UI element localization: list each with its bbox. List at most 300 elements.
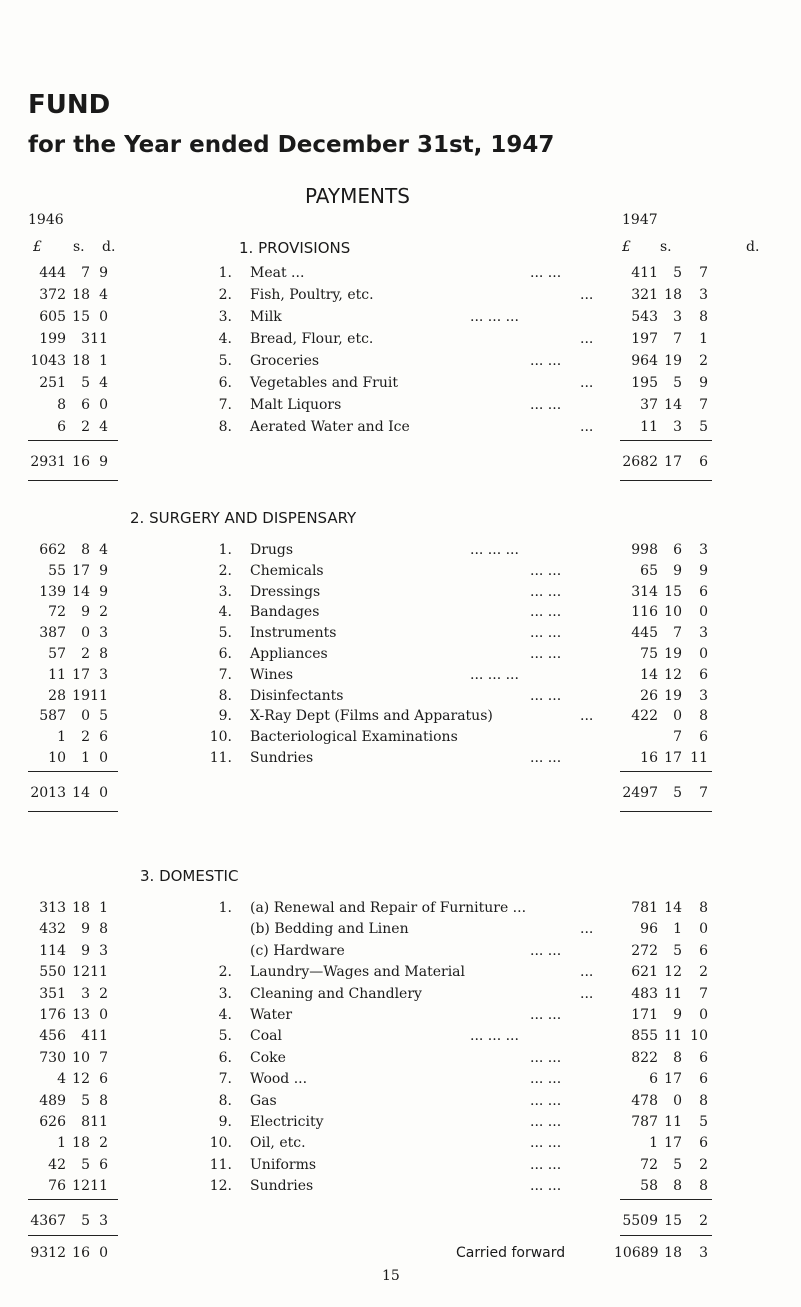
leader-dots: ... ... [530, 265, 562, 281]
prev-shillings: 13 [72, 1007, 90, 1023]
total-rule-right [620, 811, 712, 812]
item-label: Meat ... [250, 265, 305, 281]
subtitle: for the Year ended December 31st, 1947 [28, 132, 555, 158]
prev-shillings: 19 [72, 688, 90, 704]
item-label: Sundries [250, 1178, 314, 1194]
item-number: 9. [218, 1114, 232, 1130]
prev-shillings: 12 [72, 1178, 90, 1194]
prev-pounds: 1 [57, 1135, 66, 1151]
leader-dots: ... ... [530, 397, 562, 413]
curr-pence: 7 [699, 986, 708, 1002]
prev-pence: 4 [99, 419, 108, 435]
prev-shillings: 4 [81, 1028, 90, 1044]
total-curr-pence: 6 [699, 454, 708, 470]
curr-shillings: 7 [673, 729, 682, 745]
prev-shillings: 18 [72, 287, 90, 303]
item-number: 8. [218, 1093, 232, 1109]
prev-pounds: 587 [39, 708, 66, 724]
item-label: Oil, etc. [250, 1135, 306, 1151]
total-curr-pence: 7 [699, 785, 708, 801]
prev-pounds: 8 [57, 397, 66, 413]
item-label: (a) Renewal and Repair of Furniture ... [250, 900, 527, 916]
prev-shillings: 9 [81, 943, 90, 959]
curr-shillings: 9 [673, 1007, 682, 1023]
curr-shillings: 9 [673, 563, 682, 579]
page-number: 15 [382, 1268, 400, 1284]
prev-pence: 3 [99, 625, 108, 641]
leader-dots: ... ... ... [470, 542, 519, 558]
leader-dots: ... ... [530, 1093, 562, 1109]
item-number: 4. [218, 604, 232, 620]
prev-shillings: 12 [72, 964, 90, 980]
leader-dots: ... ... [530, 943, 562, 959]
prev-shillings: 8 [81, 1114, 90, 1130]
item-number: 2. [218, 964, 232, 980]
curr-shillings: 12 [664, 667, 682, 683]
carried-curr-shillings: 18 [664, 1245, 682, 1261]
prev-pence: 6 [99, 1157, 108, 1173]
prev-pence: 9 [99, 584, 108, 600]
curr-shillings: 3 [673, 419, 682, 435]
curr-pence: 9 [699, 563, 708, 579]
curr-pounds: 478 [631, 1093, 658, 1109]
curr-pounds: 855 [631, 1028, 658, 1044]
prev-pence: 1 [99, 900, 108, 916]
item-number: 10. [209, 729, 232, 745]
curr-pence: 3 [699, 287, 708, 303]
item-label: Drugs [250, 542, 294, 558]
subtotal-rule-left [28, 1199, 118, 1200]
curr-pence: 1 [699, 331, 708, 347]
item-number: 5. [218, 1028, 232, 1044]
curr-pence: 2 [699, 1157, 708, 1173]
prev-pounds: 1 [57, 729, 66, 745]
curr-shillings: 3 [673, 309, 682, 325]
prev-pounds: 251 [39, 375, 66, 391]
item-number: 12. [209, 1178, 232, 1194]
item-number: 6. [218, 1050, 232, 1066]
curr-pounds: 16 [640, 750, 658, 766]
total-rule-left [28, 811, 118, 812]
carried-forward-label: Carried forward [456, 1245, 566, 1261]
prev-pence: 8 [99, 1093, 108, 1109]
year-1947: 1947 [622, 212, 658, 228]
curr-shillings: 7 [673, 331, 682, 347]
curr-pence: 0 [699, 921, 708, 937]
leader-dots: ... ... ... [470, 309, 519, 325]
item-label: Instruments [250, 625, 337, 641]
curr-shillings: 6 [673, 542, 682, 558]
curr-pounds: 621 [631, 964, 658, 980]
prev-pounds: 199 [39, 331, 66, 347]
carried-rule-left [28, 1235, 118, 1236]
curr-shillings: 14 [664, 397, 682, 413]
leader-dots: ... ... ... [470, 667, 519, 683]
total-prev-pounds: 2013 [30, 785, 66, 801]
curr-pence: 7 [699, 265, 708, 281]
item-label: Vegetables and Fruit [250, 375, 398, 391]
curr-pounds: 822 [631, 1050, 658, 1066]
prev-pounds: 387 [39, 625, 66, 641]
curr-pounds: 445 [631, 625, 658, 641]
leader-dots: ... ... [530, 625, 562, 641]
curr-pounds: 37 [640, 397, 658, 413]
leader-dots: ... [580, 331, 594, 347]
curr-pence: 3 [699, 542, 708, 558]
leader-dots: ... ... [530, 646, 562, 662]
prev-shillings: 5 [81, 1093, 90, 1109]
curr-pounds: 787 [631, 1114, 658, 1130]
item-number: 1. [218, 542, 232, 558]
item-number: 6. [218, 375, 232, 391]
item-label: Disinfectants [250, 688, 344, 704]
prev-shillings: 3 [81, 331, 90, 347]
prev-pounds: 1043 [30, 353, 66, 369]
curr-shillings: 5 [673, 943, 682, 959]
curr-pounds: 272 [631, 943, 658, 959]
curr-shillings: 18 [664, 287, 682, 303]
curr-pence: 6 [699, 667, 708, 683]
subtotal-rule-left [28, 771, 118, 772]
curr-pence: 6 [699, 943, 708, 959]
curr-shillings: 14 [664, 900, 682, 916]
prev-pounds: 57 [48, 646, 66, 662]
prev-shillings: 9 [81, 604, 90, 620]
item-label: Laundry—Wages and Material [250, 964, 466, 980]
total-curr-shillings: 17 [664, 454, 682, 470]
curr-pounds: 171 [631, 1007, 658, 1023]
prev-shillings: 15 [72, 309, 90, 325]
item-label: Milk [250, 309, 282, 325]
curr-pence: 5 [699, 1114, 708, 1130]
curr-pounds: 781 [631, 900, 658, 916]
item-label: Chemicals [250, 563, 324, 579]
curr-pounds: 998 [631, 542, 658, 558]
prev-pence: 8 [99, 921, 108, 937]
curr-pence: 6 [699, 1071, 708, 1087]
item-label: Wines [250, 667, 294, 683]
item-number: 5. [218, 353, 232, 369]
item-label: Bacteriological Examinations [250, 729, 458, 745]
leader-dots: ... ... [530, 750, 562, 766]
item-label: Malt Liquors [250, 397, 342, 413]
total-prev-pence: 3 [99, 1213, 108, 1229]
leader-dots: ... ... [530, 1114, 562, 1130]
total-prev-shillings: 14 [72, 785, 90, 801]
curr-shillings: 5 [673, 1157, 682, 1173]
curr-shillings: 7 [673, 625, 682, 641]
curr-pounds: 321 [631, 287, 658, 303]
prev-shillings: 7 [81, 265, 90, 281]
leader-dots: ... [580, 986, 594, 1002]
curr-pence: 7 [699, 397, 708, 413]
prev-pounds: 444 [39, 265, 66, 281]
pence-right: d. [746, 239, 760, 255]
prev-pounds: 313 [39, 900, 66, 916]
curr-pence: 0 [699, 604, 708, 620]
prev-pounds: 176 [39, 1007, 66, 1023]
prev-shillings: 0 [81, 708, 90, 724]
item-number: 9. [218, 708, 232, 724]
total-prev-pence: 0 [99, 785, 108, 801]
subtotal-rule-right [620, 1199, 712, 1200]
prev-shillings: 14 [72, 584, 90, 600]
carried-prev-pence: 0 [99, 1245, 108, 1261]
item-number: 10. [209, 1135, 232, 1151]
curr-pounds: 75 [640, 646, 658, 662]
item-number: 1. [218, 900, 232, 916]
shilling-left: s. [73, 239, 85, 255]
curr-pounds: 11 [640, 419, 658, 435]
curr-shillings: 17 [664, 1135, 682, 1151]
curr-pounds: 964 [631, 353, 658, 369]
curr-shillings: 19 [664, 646, 682, 662]
prev-shillings: 10 [72, 1050, 90, 1066]
pence-left: d. [102, 239, 116, 255]
item-label: (c) Hardware [250, 943, 345, 959]
prev-pence: 9 [99, 265, 108, 281]
prev-pence: 3 [99, 943, 108, 959]
prev-pounds: 605 [39, 309, 66, 325]
pound-sign-right: £ [622, 239, 631, 255]
curr-shillings: 17 [664, 1071, 682, 1087]
prev-pence: 1 [99, 353, 108, 369]
item-label: Coal [250, 1028, 282, 1044]
item-label: Wood ... [250, 1071, 308, 1087]
item-number: 8. [218, 419, 232, 435]
curr-pounds: 197 [631, 331, 658, 347]
prev-pounds: 76 [48, 1178, 66, 1194]
prev-shillings: 17 [72, 667, 90, 683]
curr-shillings: 10 [664, 604, 682, 620]
pound-sign-left: £ [33, 239, 42, 255]
item-label: Appliances [250, 646, 328, 662]
curr-pence: 8 [699, 1093, 708, 1109]
curr-pence: 8 [699, 1178, 708, 1194]
item-label: Bread, Flour, etc. [250, 331, 374, 347]
prev-pounds: 28 [48, 688, 66, 704]
prev-pence: 11 [90, 964, 108, 980]
curr-pounds: 543 [631, 309, 658, 325]
prev-pence: 3 [99, 667, 108, 683]
item-label: Water [250, 1007, 293, 1023]
curr-shillings: 5 [673, 375, 682, 391]
prev-shillings: 18 [72, 900, 90, 916]
total-prev-pounds: 2931 [30, 454, 66, 470]
prev-pence: 6 [99, 729, 108, 745]
curr-pence: 0 [699, 1007, 708, 1023]
curr-shillings: 11 [664, 1028, 682, 1044]
prev-shillings: 5 [81, 1157, 90, 1173]
prev-pence: 2 [99, 986, 108, 1002]
prev-pence: 6 [99, 1071, 108, 1087]
prev-pounds: 10 [48, 750, 66, 766]
curr-pounds: 1 [649, 1135, 658, 1151]
prev-shillings: 12 [72, 1071, 90, 1087]
prev-pence: 11 [90, 331, 108, 347]
item-label: (b) Bedding and Linen [250, 921, 409, 937]
leader-dots: ... ... [530, 1050, 562, 1066]
leader-dots: ... ... [530, 563, 562, 579]
item-number: 2. [218, 563, 232, 579]
item-label: Fish, Poultry, etc. [250, 287, 374, 303]
curr-pounds: 411 [631, 265, 658, 281]
curr-shillings: 19 [664, 353, 682, 369]
payments-heading: PAYMENTS [305, 184, 410, 208]
leader-dots: ... [580, 419, 594, 435]
prev-pence: 11 [90, 1178, 108, 1194]
prev-pence: 2 [99, 1135, 108, 1151]
carried-prev-pounds: 9312 [30, 1245, 66, 1261]
prev-pence: 0 [99, 309, 108, 325]
curr-pounds: 58 [640, 1178, 658, 1194]
curr-pence: 5 [699, 419, 708, 435]
curr-pounds: 72 [640, 1157, 658, 1173]
curr-pounds: 65 [640, 563, 658, 579]
curr-pounds: 26 [640, 688, 658, 704]
curr-pounds: 422 [631, 708, 658, 724]
leader-dots: ... [580, 708, 594, 724]
leader-dots: ... [580, 964, 594, 980]
curr-pence: 6 [699, 1050, 708, 1066]
item-number: 11. [209, 1157, 232, 1173]
curr-shillings: 8 [673, 1178, 682, 1194]
leader-dots: ... [580, 921, 594, 937]
item-number: 1. [218, 265, 232, 281]
prev-pence: 4 [99, 542, 108, 558]
item-number: 2. [218, 287, 232, 303]
curr-shillings: 19 [664, 688, 682, 704]
item-number: 11. [209, 750, 232, 766]
item-number: 4. [218, 331, 232, 347]
item-label: Cleaning and Chandlery [250, 986, 422, 1002]
prev-pounds: 489 [39, 1093, 66, 1109]
curr-pence: 9 [699, 375, 708, 391]
prev-pounds: 730 [39, 1050, 66, 1066]
curr-pence: 8 [699, 900, 708, 916]
item-number: 7. [218, 667, 232, 683]
item-label: Gas [250, 1093, 277, 1109]
item-number: 3. [218, 986, 232, 1002]
prev-shillings: 5 [81, 375, 90, 391]
item-number: 3. [218, 584, 232, 600]
prev-pounds: 72 [48, 604, 66, 620]
carried-curr-pounds: 10689 [614, 1245, 659, 1261]
curr-shillings: 12 [664, 964, 682, 980]
item-label: Uniforms [250, 1157, 317, 1173]
leader-dots: ... ... ... [470, 1028, 519, 1044]
total-curr-pounds: 5509 [622, 1213, 658, 1229]
prev-pounds: 432 [39, 921, 66, 937]
prev-pence: 4 [99, 287, 108, 303]
item-label: Aerated Water and Ice [250, 419, 410, 435]
curr-pounds: 314 [631, 584, 658, 600]
prev-pence: 0 [99, 1007, 108, 1023]
total-prev-pence: 9 [99, 454, 108, 470]
curr-pence: 6 [699, 729, 708, 745]
curr-pounds: 14 [640, 667, 658, 683]
item-label: Groceries [250, 353, 320, 369]
curr-shillings: 0 [673, 708, 682, 724]
prev-pounds: 6 [57, 419, 66, 435]
subtotal-rule-right [620, 771, 712, 772]
leader-dots: ... ... [530, 584, 562, 600]
prev-shillings: 3 [81, 986, 90, 1002]
leader-dots: ... [580, 287, 594, 303]
subtotal-rule-left [28, 440, 118, 441]
prev-pence: 8 [99, 646, 108, 662]
prev-shillings: 18 [72, 353, 90, 369]
prev-shillings: 17 [72, 563, 90, 579]
prev-shillings: 2 [81, 729, 90, 745]
prev-pounds: 55 [48, 563, 66, 579]
item-number: 5. [218, 625, 232, 641]
leader-dots: ... ... [530, 353, 562, 369]
prev-shillings: 6 [81, 397, 90, 413]
prev-pence: 11 [90, 688, 108, 704]
total-prev-shillings: 5 [81, 1213, 90, 1229]
total-rule-left [28, 480, 118, 481]
prev-pounds: 42 [48, 1157, 66, 1173]
prev-pounds: 139 [39, 584, 66, 600]
carried-prev-shillings: 16 [72, 1245, 90, 1261]
curr-pence: 3 [699, 688, 708, 704]
curr-pence: 3 [699, 625, 708, 641]
curr-pence: 11 [690, 750, 708, 766]
total-rule-right [620, 480, 712, 481]
prev-pounds: 662 [39, 542, 66, 558]
prev-pounds: 114 [39, 943, 66, 959]
section-title: 3. DOMESTIC [140, 867, 239, 885]
prev-pence: 0 [99, 750, 108, 766]
prev-pence: 11 [90, 1114, 108, 1130]
item-number: 7. [218, 397, 232, 413]
item-label: X-Ray Dept (Films and Apparatus) [250, 708, 493, 724]
prev-shillings: 18 [72, 1135, 90, 1151]
curr-shillings: 15 [664, 584, 682, 600]
prev-pounds: 550 [39, 964, 66, 980]
total-curr-pence: 2 [699, 1213, 708, 1229]
curr-pence: 2 [699, 353, 708, 369]
item-number: 6. [218, 646, 232, 662]
total-prev-shillings: 16 [72, 454, 90, 470]
curr-pence: 8 [699, 309, 708, 325]
prev-pounds: 11 [48, 667, 66, 683]
prev-pounds: 4 [57, 1071, 66, 1087]
prev-pounds: 351 [39, 986, 66, 1002]
curr-shillings: 17 [664, 750, 682, 766]
shilling-right: s. [660, 239, 672, 255]
total-prev-pounds: 4367 [30, 1213, 66, 1229]
leader-dots: ... ... [530, 604, 562, 620]
item-number: 8. [218, 688, 232, 704]
section-title: 1. PROVISIONS [239, 239, 351, 257]
curr-pence: 8 [699, 708, 708, 724]
total-curr-shillings: 5 [673, 785, 682, 801]
curr-pence: 6 [699, 584, 708, 600]
curr-pence: 6 [699, 1135, 708, 1151]
curr-shillings: 11 [664, 1114, 682, 1130]
curr-shillings: 5 [673, 265, 682, 281]
prev-shillings: 2 [81, 419, 90, 435]
curr-shillings: 8 [673, 1050, 682, 1066]
total-curr-pounds: 2682 [622, 454, 658, 470]
total-curr-shillings: 15 [664, 1213, 682, 1229]
total-curr-pounds: 2497 [622, 785, 658, 801]
curr-pounds: 483 [631, 986, 658, 1002]
curr-shillings: 1 [673, 921, 682, 937]
leader-dots: ... ... [530, 1007, 562, 1023]
